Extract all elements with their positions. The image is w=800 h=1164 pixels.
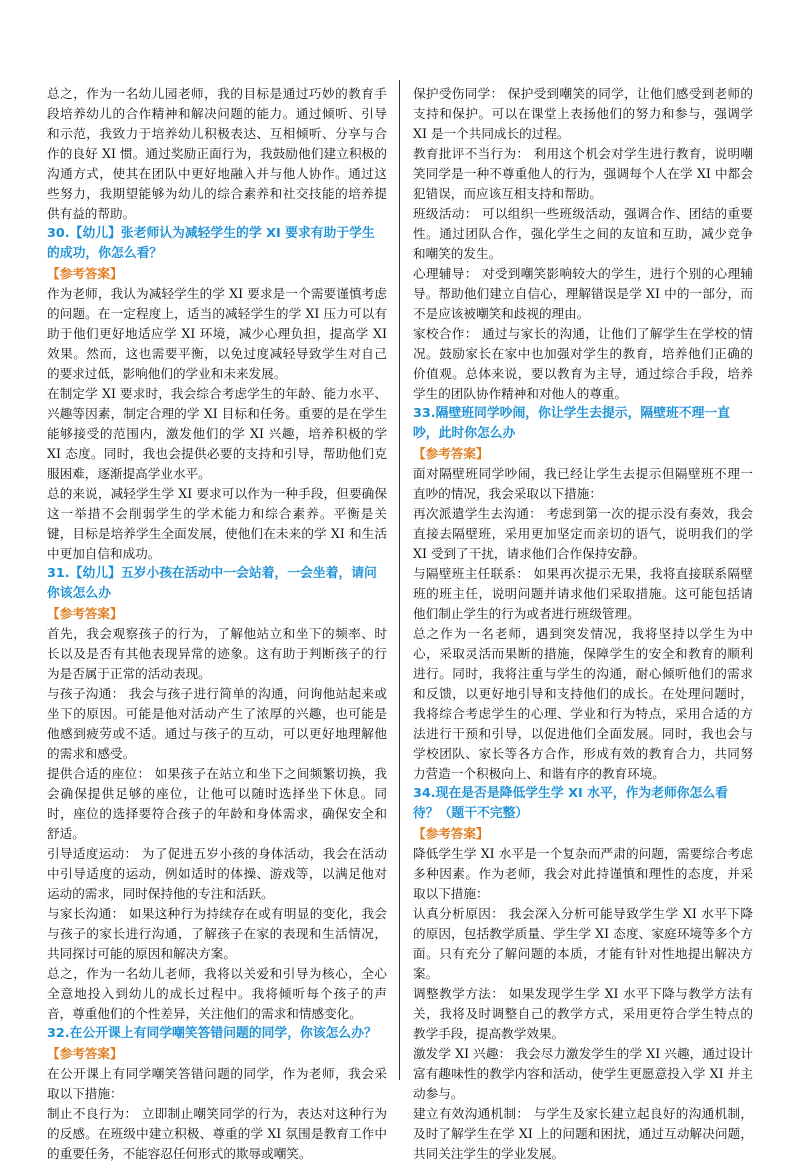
paragraph: 总之，作为一名幼儿园老师，我的目标是通过巧妙的教育手段培养幼儿的合作精神和解决问题的能力。通过倾听、引导和示范，我致力于培养幼儿积极表达、互相倾听、分享与合作的良好 XI 惯。通过奖励正面行为，我鼓励他们建立积极的沟通方式，使其在团队中更好地融入并与他人协作。通过这些努力，我期望能够为幼儿的综合素养和社交技能的培养提供有益的帮助。	[47, 86, 387, 221]
paragraph: 在公开课上有同学嘲笑答错问题的同学，作为老师，我会采取以下措施：	[47, 1066, 387, 1101]
paragraph: 总之，作为一名幼儿老师，我将以关爱和引导为核心，全心全意地投入到幼儿的成长过程中。我将倾听每个孩子的声音，尊重他们的个性差异，关注他们的需求和情感变化。	[47, 966, 387, 1021]
column-divider	[399, 80, 400, 1080]
paragraph: 再次派遣学生去沟通： 考虑到第一次的提示没有奏效，我会直接去隔壁班，采用更加坚定而亲切的语气，说明我们的学 XI 受到了干扰，请求他们合作保持安静。	[413, 506, 753, 561]
paragraph: 保护受伤同学： 保护受到嘲笑的同学，让他们感受到老师的支持和保护。可以在课堂上表扬他们的努力和参与，强调学 XI 是一个共同成长的过程。	[413, 86, 753, 141]
paragraph: 建立有效沟通机制： 与学生及家长建立起良好的沟通机制，及时了解学生在学 XI 上的问题和困扰，通过互动解决问题，共同关注学生的学业发展。	[413, 1106, 753, 1161]
paragraph: 与隔壁班主任联系： 如果再次提示无果，我将直接联系隔壁班的班主任，说明问题并请求他们采取措施。这可能包括请他们制止学生的行为或者进行班级管理。	[413, 566, 753, 621]
paragraph: 与家长沟通： 如果这种行为持续存在或有明显的变化，我会与孩子的家长进行沟通，了解孩子在家的表现和生活情况，共同探讨可能的原因和解决方案。	[47, 906, 387, 961]
paragraph: 在制定学 XI 要求时，我会综合考虑学生的年龄、能力水平、兴趣等因素，制定合理的学 XI 目标和任务。重要的是在学生能够接受的范围内，激发他们的学 XI 兴趣，培养积极的学 XI 态度。同时，我也会提供必要的支持和引导，帮助他们克服困难，逐渐提高学业水平。	[47, 386, 387, 481]
answer-label: 【参考答案】	[413, 446, 489, 461]
paragraph: 提供合适的座位： 如果孩子在站立和坐下之间频繁切换，我会确保提供足够的座位，让他可以随时选择坐下休息。同时，座位的选择要符合孩子的年龄和身体需求，确保安全和舒适。	[47, 766, 387, 841]
paragraph: 与孩子沟通： 我会与孩子进行简单的沟通，问询他站起来或坐下的原因。可能是他对活动产生了浓厚的兴趣，也可能是他感到疲劳或不适。通过与孩子的互动，可以更好地理解他的需求和感受。	[47, 686, 387, 761]
paragraph: 班级活动： 可以组织一些班级活动，强调合作、团结的重要性。通过团队合作，强化学生之间的友谊和互助，减少竞争和嘲笑的发生。	[413, 206, 753, 261]
paragraph: 首先，我会观察孩子的行为，了解他站立和坐下的频率、时长以及是否有其他表现异常的迹象。这有助于判断孩子的行为是否属于正常的活动表现。	[47, 626, 387, 681]
paragraph: 引导适度运动： 为了促进五岁小孩的身体活动，我会在活动中引导适度的运动，例如适时的体操、游戏等，以满足他对运动的需求，同时保持他的专注和活跃。	[47, 846, 387, 901]
paragraph: 总之作为一名老师，遇到突发情况，我将坚持以学生为中心，采取灵活而果断的措施，保障学生的安全和教育的顺利进行。同时，我将注重与学生的沟通，耐心倾听他们的需求和反馈，以更好地引导和支持他们的成长。在处理问题时，我将综合考虑学生的心理、学业和行为特点，采用合适的方法进行干预和引导，以促进他们全面发展。同时，我也会与学校团队、家长等各方合作，形成有效的教育合力，共同努力营造一个积极向上、和谐有序的教育环境。	[413, 626, 753, 781]
paragraph: 制止不良行为： 立即制止嘲笑同学的行为，表达对这种行为的反感。在班级中建立积极、尊重的学 XI 氛围是教育工作中的重要任务，不能容忍任何形式的欺辱或嘲笑。	[47, 1106, 387, 1161]
right-column	[413, 84, 753, 1164]
answer-label: 【参考答案】	[47, 266, 123, 281]
answer-label: 【参考答案】	[413, 826, 489, 841]
paragraph: 作为老师，我认为减轻学生的学 XI 要求是一个需要谨慎考虑的问题。在一定程度上，适当的减轻学生的学 XI 压力可以有助于他们更好地适应学 XI 环境，减少心理负担，提高学 XI 效果。然而，这也需要平衡，以免过度减轻导致学生对自己的要求过低，影响他们的学业和未来发展。	[47, 286, 387, 381]
paragraph: 家校合作： 通过与家长的沟通，让他们了解学生在学校的情况。鼓励家长在家中也加强对学生的教育，培养他们正确的价值观。总体来说，要以教育为主导，通过综合手段，培养学生的团队协作精神和对他人的尊重。	[413, 326, 753, 401]
paragraph: 认真分析原因： 我会深入分析可能导致学生学 XI 水平下降的原因，包括教学质量、学生学 XI 态度、家庭环境等多个方面。只有充分了解问题的本质，才能有针对性地提出解决方案。	[413, 906, 753, 981]
left-column	[47, 84, 387, 1164]
paragraph: 面对隔壁班同学吵闹，我已经让学生去提示但隔壁班不理一直吵的情况，我会采取以下措施：	[413, 466, 753, 501]
question-heading: 31.【幼儿】五岁小孩在活动中一会站着，一会坐着，请问你该怎么办	[47, 566, 377, 601]
paragraph: 心理辅导： 对受到嘲笑影响较大的学生，进行个别的心理辅导。帮助他们建立自信心，理解错误是学 XI 中的一部分，而不是应该被嘲笑和歧视的理由。	[413, 266, 753, 321]
paragraph: 降低学生学 XI 水平是一个复杂而严肃的问题，需要综合考虑多种因素。作为老师，我会对此持谨慎和理性的态度，并采取以下措施：	[413, 846, 753, 901]
question-heading: 33.隔壁班同学吵闹，你让学生去提示，隔壁班不理一直吵，此时你怎么办	[413, 406, 730, 441]
paragraph: 激发学 XI 兴趣： 我会尽力激发学生的学 XI 兴趣，通过设计富有趣味性的教学内容和活动，使学生更愿意投入学 XI 并主动参与。	[413, 1046, 753, 1101]
paragraph: 调整教学方法： 如果发现学生学 XI 水平下降与教学方法有关，我将及时调整自己的教学方式，采用更符合学生特点的教学手段，提高教学效果。	[413, 986, 753, 1041]
answer-label: 【参考答案】	[47, 1046, 123, 1061]
paragraph: 总的来说，减轻学生学 XI 要求可以作为一种手段，但要确保这一举措不会削弱学生的学术能力和综合素养。平衡是关键，目标是培养学生全面发展，使他们在未来的学 XI 和生活中更加自信和成功。	[47, 486, 387, 561]
question-heading: 32.在公开课上有同学嘲笑答错问题的同学，你该怎么办？	[47, 1026, 377, 1041]
answer-label: 【参考答案】	[47, 606, 123, 621]
paragraph: 教育批评不当行为： 利用这个机会对学生进行教育，说明嘲笑同学是一种不尊重他人的行为，强调每个人在学 XI 中都会犯错误，而应该互相支持和帮助。	[413, 146, 753, 201]
question-heading: 30.【幼儿】张老师认为减轻学生的学 XI 要求有助于学生的成功，你怎么看？	[47, 226, 375, 261]
question-heading: 34.现在是否是降低学生学 XI 水平，作为老师你怎么看待？（题干不完整）	[413, 786, 728, 821]
